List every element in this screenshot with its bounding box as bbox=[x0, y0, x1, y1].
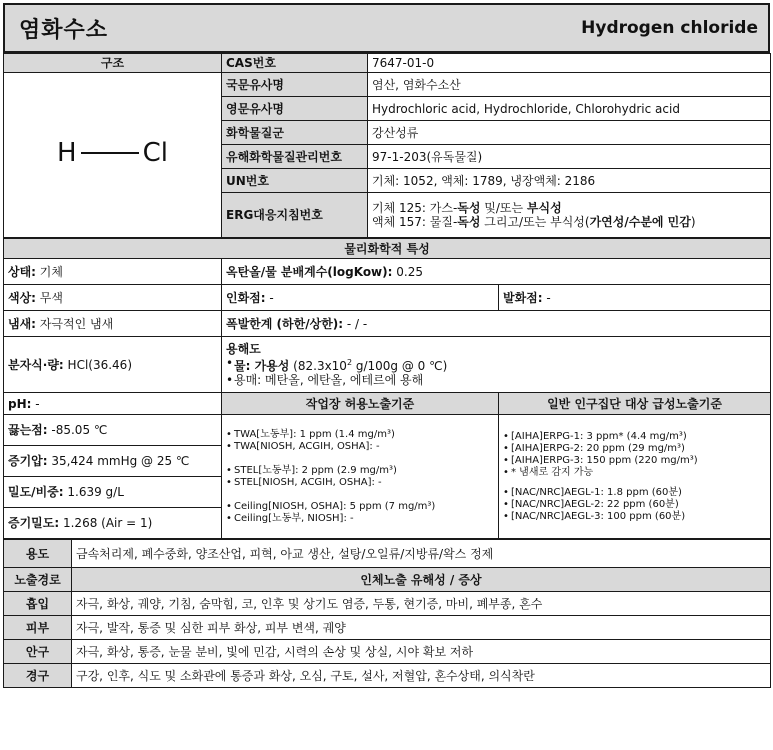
route-header: 노출경로 bbox=[4, 568, 72, 592]
cas-label: CAS번호 bbox=[222, 54, 368, 73]
hazard-mgmt-number-value: 97-1-203(유독물질) bbox=[368, 145, 771, 169]
english-synonym-value: Hydrochloric acid, Hydrochloride, Chlorohydric acid bbox=[368, 97, 771, 121]
exposure-title: 인체노출 유해성 / 증상 bbox=[72, 568, 771, 592]
vapor-pressure-cell: 증기압: 35,424 mmHg @ 25 ℃ bbox=[4, 446, 222, 477]
chemical-group-label: 화학물질군 bbox=[222, 121, 368, 145]
route-oral: 경구 bbox=[4, 664, 72, 688]
un-number-label: UN번호 bbox=[222, 169, 368, 193]
color-cell: 색상: 무색 bbox=[4, 285, 222, 311]
usage-value: 금속처리제, 폐수중화, 양조산업, 피혁, 아교 생산, 설탕/오일류/지방류/왁스 정제 bbox=[72, 540, 771, 568]
symptoms-oral: 구강, 인후, 식도 및 소화관에 통증과 화상, 오심, 구토, 설사, 저혈압, 혼수상태, 의식착란 bbox=[72, 664, 771, 688]
route-skin: 피부 bbox=[4, 616, 72, 640]
atom-h: H bbox=[57, 138, 77, 168]
identification-table bbox=[3, 53, 771, 238]
chemical-group-value: 강산성류 bbox=[368, 121, 771, 145]
structure-header: 구조 bbox=[4, 54, 222, 73]
physchem-section-title: 물리화학적 특성 bbox=[4, 239, 771, 259]
atom-cl: Cl bbox=[142, 138, 168, 168]
english-synonym-label: 영문유사명 bbox=[222, 97, 368, 121]
hazard-mgmt-number-label: 유해화학물질관리번호 bbox=[222, 145, 368, 169]
public-limit-title: 일반 인구집단 대상 급성노출기준 bbox=[499, 393, 771, 415]
workplace-limit-title: 작업장 허용노출기준 bbox=[222, 393, 499, 415]
logkow-cell: 옥탄올/물 분배계수(logKow): 0.25 bbox=[222, 259, 771, 285]
explosive-limit-cell: 폭발한계 (하한/상한): - / - bbox=[222, 311, 771, 337]
odor-note: • * 냄새로 감지 가능 bbox=[503, 467, 766, 479]
symptoms-skin: 자극, 발작, 통증 및 심한 피부 화상, 피부 변색, 궤양 bbox=[72, 616, 771, 640]
ignition-cell: 인화점: - bbox=[222, 285, 499, 311]
route-inhalation: 흡입 bbox=[4, 592, 72, 616]
odor-cell: 냄새: 자극적인 냄새 bbox=[4, 311, 222, 337]
msds-sheet bbox=[3, 3, 770, 746]
cas-value: 7647-01-0 bbox=[368, 54, 771, 73]
title-korean: 염화수소 bbox=[19, 17, 109, 43]
vapor-density-cell: 증기밀도: 1.268 (Air = 1) bbox=[4, 508, 222, 539]
solubility-cell: 용해도 • 물: 가용성 ($82.3x10^2$ g/100g @ 0 ℃) • 용매: 메탄올, 에탄올, 에테르에 용해 bbox=[222, 337, 771, 393]
physchem-table bbox=[3, 238, 771, 539]
autoignition-cell: 발화점: - bbox=[499, 285, 771, 311]
title-bar bbox=[3, 3, 770, 53]
symptoms-eye: 자극, 화상, 통증, 눈물 분비, 빛에 민감, 시력의 손상 및 상실, 시야 확보 저하 bbox=[72, 640, 771, 664]
symptoms-inhalation: 자극, 화상, 궤양, 기침, 숨막힘, 코, 인후 및 상기도 염증, 두통, 현기증, 마비, 폐부종, 혼수 bbox=[72, 592, 771, 616]
formula-cell: 분자식·량: HCl(36.46) bbox=[4, 337, 222, 393]
boiling-point-cell: 끓는점: -85.05 ℃ bbox=[4, 415, 222, 446]
ph-cell: pH: - bbox=[4, 393, 222, 415]
korean-synonym-value: 염산, 염화수소산 bbox=[368, 73, 771, 97]
state-cell: 상태: 기체 bbox=[4, 259, 222, 285]
workplace-limits: • TWA[노동부]: 1 ppm (1.4 mg/m³) • TWA[NIOSH, ACGIH, OSHA]: - • STEL[노동부]: 2 ppm (2.9 mg/m³) • STEL[NIOSH, ACGIH, OSHA]: - • Ceiling[NIOSH, OSHA]: 5 ppm (7 mg/m³) • Ceiling[노동부, NIOSH]: - bbox=[222, 415, 499, 539]
single-bond bbox=[81, 152, 139, 154]
erg-value: 기체 125: 가스-독성 및/또는 부식성 액체 157: 물질-독성 그리고/또는 부식성(가연성/수분에 민감) bbox=[368, 193, 771, 238]
usage-label: 용도 bbox=[4, 540, 72, 568]
route-eye: 안구 bbox=[4, 640, 72, 664]
un-number-value: 기체: 1052, 액체: 1789, 냉장액체: 2186 bbox=[368, 169, 771, 193]
public-limits: • [AIHA]ERPG-1: 3 ppm* (4.4 mg/m³) • [AIHA]ERPG-2: 20 ppm (29 mg/m³) • [AIHA]ERPG-3: 150 ppm (220 mg/m³) • * 냄새로 감지 가능 • [NAC/NRC]AEGL-1: 1.8 ppm (60분) • [NAC/NRC]AEGL-2: 22 ppm (60분) • [NAC/NRC]AEGL-3: 100 ppm (60분) bbox=[499, 415, 771, 539]
density-cell: 밀도/비중: 1.639 g/L bbox=[4, 477, 222, 508]
erg-label: ERG대응지침번호 bbox=[222, 193, 368, 238]
structure-diagram bbox=[4, 73, 222, 238]
exposure-table bbox=[3, 539, 771, 688]
korean-synonym-label: 국문유사명 bbox=[222, 73, 368, 97]
title-english: Hydrogen chloride bbox=[581, 18, 758, 38]
